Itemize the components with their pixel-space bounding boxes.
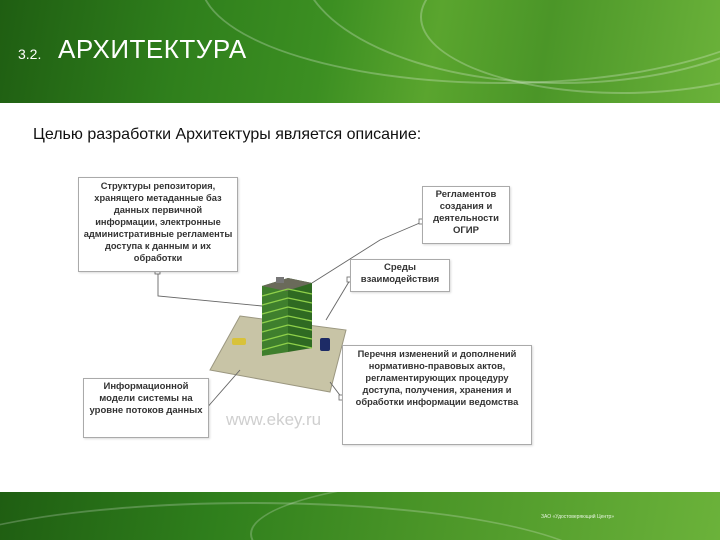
building-icon — [262, 277, 312, 356]
footer-banner — [0, 492, 720, 540]
section-number: 3.2. — [18, 46, 42, 62]
car-icon — [232, 338, 246, 345]
callout-environments: Среды взаимодействия — [350, 259, 450, 292]
callout-regulations: Регламентов создания и деятельности ОГИР — [422, 186, 510, 244]
callout-repository: Структуры репозитория, хранящего метаданные баз данных первичной информации, электронные административные регламенты доступа к данным и их обработки — [78, 177, 238, 272]
watermark: www.ekey.ru — [226, 410, 322, 429]
page-title: АРХИТЕКТУРА — [58, 34, 247, 64]
footer-company: ЗАО «Удостоверяющий Центр» — [541, 514, 615, 520]
callout-info-model: Информационной модели системы на уровне потоков данных — [83, 378, 209, 438]
page-subtitle: Целью разработки Архитектуры является описание: — [33, 126, 422, 143]
decorative-wave — [250, 492, 720, 540]
car-icon — [320, 338, 330, 351]
callout-changes: Перечня изменений и дополнений нормативно-правовых актов, регламентирующих процедуру доступа, получения, хранения и обработки информации ведомства — [342, 345, 532, 445]
